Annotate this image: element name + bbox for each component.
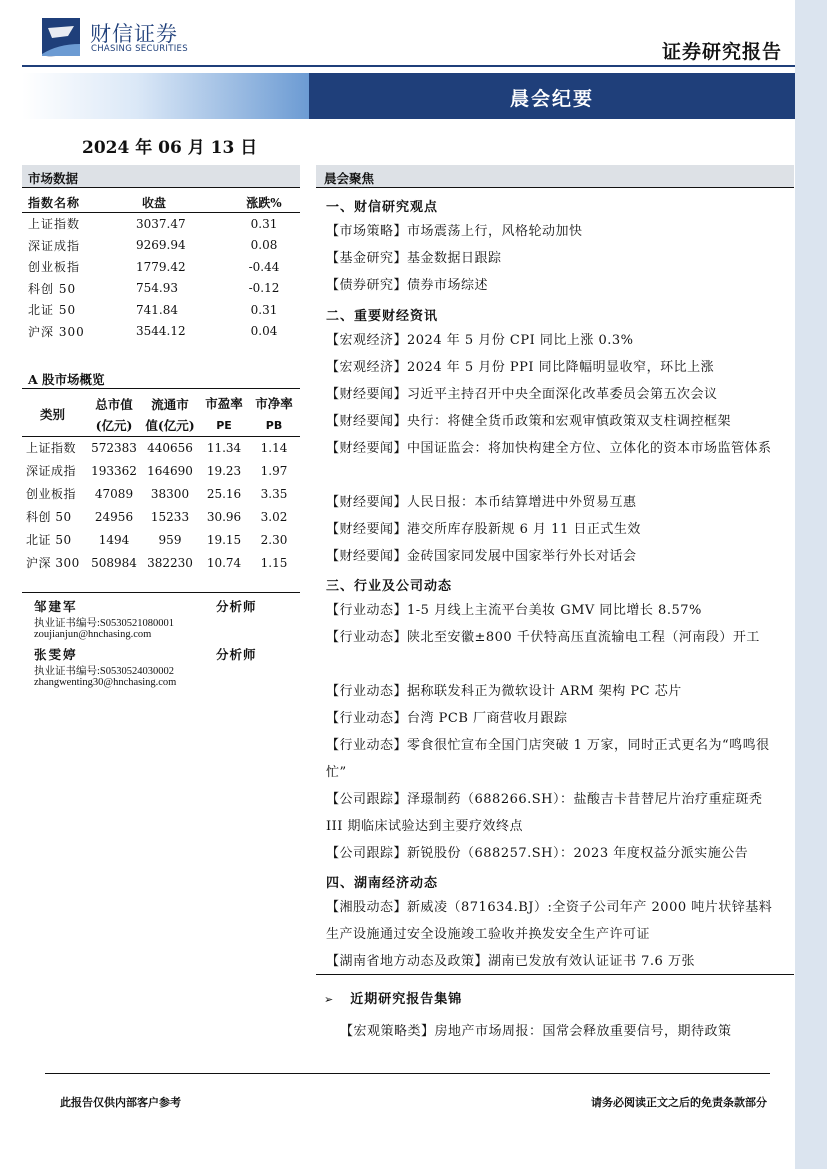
focus-title-bar [316,165,794,187]
news-item[interactable]: 【行业动态】据称联发科正为微软设计 ARM 架构 PC 芯片 [326,684,682,699]
value-cell: 959 [158,532,182,547]
category-cell: 创业板指 [26,487,77,501]
analyst-email[interactable]: zoujianjun@hnchasing.com [34,629,152,640]
value-cell: 25.16 [206,486,242,501]
value-cell: 30.96 [206,509,242,524]
table-row [28,321,294,343]
value-cell: 10.74 [206,555,242,570]
news-item[interactable]: 【财经要闻】央行：将健全货币政策和宏观审慎政策双支柱调控框架 [326,414,732,429]
table-row [28,299,294,321]
table-row [26,528,298,551]
analyst-name: 张雯婷 [34,647,78,662]
value-cell: 19.15 [206,532,242,547]
banner-gradient [22,73,309,119]
logo-name-cn: 财信证券 [90,22,178,46]
table-row [26,482,298,505]
news-item[interactable]: 【财经要闻】金砖国家同发展中国家举行外长对话会 [326,549,637,564]
close-cell: 1779.42 [136,259,186,274]
analyst-cert: 执业证书编号:S0530521080001 [34,618,175,629]
news-item[interactable]: 【市场策略】市场震荡上行，风格轮动加快 [326,224,583,239]
index-name-cell: 科创 50 [28,281,77,296]
news-item[interactable]: 【行业动态】1-5 月线上主流平台美妆 GMV 同比增长 8.57% [326,603,702,618]
footer-note: 此报告仅供内部客户参考 [60,1096,181,1109]
change-cell: 0.08 [250,238,278,253]
close-cell: 741.84 [136,302,178,317]
logo-emblem-icon [38,14,84,60]
value-cell: 193362 [91,463,137,478]
news-item[interactable]: 【湖南省地方动态及政策】湖南已发放有效认证证书 7.6 万张 [326,954,695,969]
value-cell: 1.15 [260,555,288,570]
change-cell: -0.44 [248,259,280,274]
change-cell: 0.31 [250,216,278,231]
analyst-role: 分析师 [216,647,257,662]
news-item[interactable]: 【债券研究】债券市场综述 [326,278,489,293]
value-cell: 572383 [91,440,137,455]
news-item[interactable]: 【公司跟踪】新锐股份（688257.SH）：2023 年度权益分派实施公告 [326,846,749,861]
column-header: 涨跌% [246,196,282,210]
value-cell: 164690 [147,463,193,478]
table-row [26,436,298,459]
a-share-table [26,393,298,574]
column-header: 市净率 [255,396,293,411]
value-cell: 1.14 [260,440,288,455]
a-share-title: A 股市场概览 [28,372,105,387]
footer-divider [45,1073,770,1074]
value-cell: 2.30 [260,532,288,547]
close-cell: 3037.47 [136,216,186,231]
category-cell: 北证 50 [26,533,72,547]
index-name-cell: 上证指数 [28,217,81,232]
table-row [28,213,294,235]
focus-rule-bottom [316,974,794,975]
news-item[interactable]: 【行业动态】台湾 PCB 厂商营收月跟踪 [326,711,568,726]
analysts-rule-top [22,592,300,593]
column-header: 流通市 [151,396,189,412]
close-cell: 754.93 [136,281,178,296]
table-row [28,235,294,257]
column-header: 指数名称 [28,196,81,210]
focus-rule-top [316,187,794,188]
value-cell: 15233 [150,509,190,524]
column-header: 市盈率 [205,396,243,411]
recent-report-item[interactable]: 【宏观策略类】房地产市场周报：国常会释放重要信号，期待政策 [340,1024,732,1039]
header-divider [22,65,795,67]
column-header-sub: (亿元) [95,417,133,433]
value-cell: 19.23 [206,463,242,478]
logo-name-en: CHASING SECURITIES [91,44,188,54]
news-item[interactable]: 【财经要闻】中国证监会：将加快构建全方位、立体化的资本市场监管体系 [326,441,772,456]
right-decor-strip [795,0,827,1169]
report-date: 2024 年 06 月 13 日 [82,138,258,158]
title-banner [309,73,795,119]
value-cell: 508984 [91,555,137,570]
a-share-rule-mid [22,436,300,437]
column-header: 收盘 [142,196,167,210]
recent-reports-label: 近期研究报告集锦 [350,992,463,1007]
news-item[interactable]: 【公司跟踪】泽璟制药（688266.SH）：盐酸吉卡昔替尼片治疗重症斑秃 III 期临床试验达到主要疗效终点 [326,792,763,834]
value-cell: 24956 [94,509,134,524]
focus-title: 晨会聚焦 [324,171,375,186]
news-item[interactable]: 【宏观经济】2024 年 5 月份 PPI 同比降幅明显收窄，环比上涨 [326,360,715,375]
change-cell: 0.31 [250,302,278,317]
change-cell: 0.04 [250,324,278,339]
report-type: 证券研究报告 [661,41,782,63]
index-name-cell: 创业板指 [28,260,81,275]
news-item[interactable]: 【行业动态】陕北至安徽±800 千伏特高压直流输电工程（河南段）开工 [326,630,760,645]
news-item[interactable]: 【财经要闻】习近平主持召开中央全面深化改革委员会第五次会议 [326,387,718,402]
news-item[interactable]: 【行业动态】零食很忙宣布全国门店突破 1 万家，同时正式更名为“鸣鸣很忙” [326,738,770,780]
close-cell: 9269.94 [136,238,186,253]
market-data-title: 市场数据 [28,171,79,186]
category-cell: 上证指数 [26,441,77,455]
focus-section-heading: 三、行业及公司动态 [326,579,453,594]
index-name-cell: 深证成指 [28,238,81,253]
analyst-name: 邹建军 [34,599,78,614]
focus-section-heading: 二、重要财经资讯 [326,309,439,324]
market-data-rule-top [22,187,300,188]
value-cell: 47089 [94,486,134,501]
category-cell: 沪深 300 [26,556,80,570]
arrow-bullet-icon: ➢ [324,993,335,1006]
column-header-sub: 值(亿元) [145,417,195,433]
market-data-table [28,192,294,342]
value-cell: 38300 [150,486,190,501]
value-cell: 3.35 [260,486,288,501]
banner-title: 晨会纪要 [509,88,594,110]
column-header-sub: PB [265,419,283,432]
footer-disclaimer: 请务必阅读正文之后的免责条款部分 [591,1096,767,1109]
focus-section-heading: 一、财信研究观点 [326,200,439,215]
value-cell: 3.02 [260,509,288,524]
value-cell: 1.97 [260,463,288,478]
news-item[interactable]: 【财经要闻】人民日报：本币结算增进中外贸易互惠 [326,495,637,510]
table-row [28,256,294,278]
value-cell: 440656 [147,440,193,455]
company-logo [38,14,198,60]
news-item[interactable]: 【财经要闻】港交所库存股新规 6 月 11 日正式生效 [326,522,641,537]
category-cell: 深证成指 [26,464,77,478]
focus-section-heading: 四、湖南经济动态 [326,876,439,891]
column-header: 总市值 [95,396,133,412]
column-header: 类别 [40,407,66,422]
table-row [28,278,294,300]
news-item[interactable]: 【宏观经济】2024 年 5 月份 CPI 同比上涨 0.3% [326,333,634,348]
market-data-rule-mid [22,212,300,213]
analyst-role: 分析师 [216,599,257,614]
a-share-rule-top [22,388,300,389]
analyst-email[interactable]: zhangwenting30@hnchasing.com [34,677,177,688]
news-item[interactable]: 【湘股动态】新威凌（871634.BJ）:全资子公司年产 2000 吨片状锌基料生产设施通过安全设施竣工验收并换发安全生产许可证 [326,900,773,942]
table-row [26,505,298,528]
column-header-sub: PE [216,419,232,432]
value-cell: 1494 [98,532,130,547]
index-name-cell: 沪深 300 [28,324,85,339]
change-cell: -0.12 [248,281,280,296]
value-cell: 382230 [147,555,193,570]
value-cell: 11.34 [206,440,242,455]
news-item[interactable]: 【基金研究】基金数据日跟踪 [326,251,502,266]
close-cell: 3544.12 [136,324,186,339]
table-row [26,459,298,482]
table-row [26,551,298,574]
recent-reports-title [324,988,462,1007]
category-cell: 科创 50 [26,510,72,524]
analyst-cert: 执业证书编号:S0530524030002 [34,666,175,677]
index-name-cell: 北证 50 [28,303,77,318]
